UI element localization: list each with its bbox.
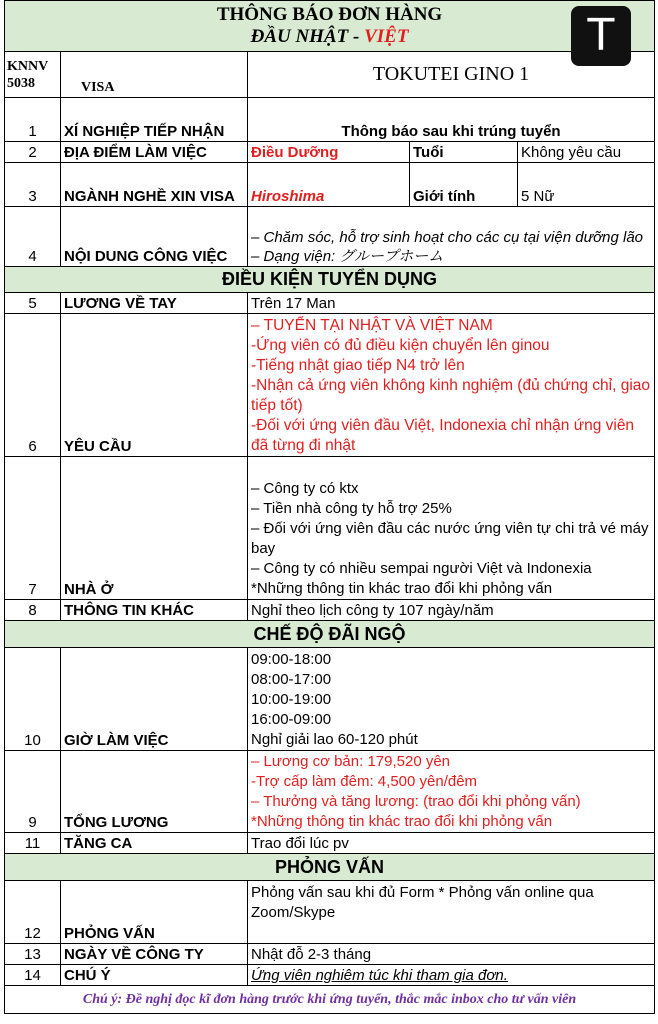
visa-label: VISA: [61, 52, 248, 98]
housing-item: – Đối với ứng viên đầu các nước ứng viên tự chi trả vé máy bay: [251, 520, 649, 557]
row-11: [5, 833, 655, 854]
age-label: Tuổi: [410, 142, 518, 163]
requirements-list: [248, 314, 655, 457]
row-number: 6: [5, 314, 61, 457]
row-value: – Chăm sóc, hỗ trợ sinh hoạt cho các cụ tại viện dưỡng lão – Dạng viện: グループホーム: [248, 207, 655, 267]
row-10: [5, 648, 655, 751]
row-number: 7: [5, 457, 61, 600]
row-label: NỘI DUNG CÔNG VIỆC: [61, 207, 248, 267]
row-9: [5, 751, 655, 833]
age-value: Không yêu cầu: [518, 142, 655, 163]
row-label: TỔNG LƯƠNG: [61, 751, 248, 833]
row-value: Trên 17 Man: [248, 293, 655, 314]
logo-letter: T: [587, 10, 615, 61]
row-label: PHỎNG VẤN: [61, 881, 248, 944]
row-value: Ứng viên nghiêm túc khi tham gia đơn.: [248, 965, 655, 986]
row-number: 2: [5, 142, 61, 163]
gender-label: Giới tính: [410, 163, 518, 207]
row-number: 11: [5, 833, 61, 854]
housing-item: – Tiền nhà công ty hỗ trợ 25%: [251, 500, 452, 517]
working-hours: [248, 648, 655, 751]
header-row: [5, 1, 655, 52]
header-cell: [5, 1, 655, 52]
row-label: THÔNG TIN KHÁC: [61, 600, 248, 621]
housing-item: – Công ty có ktx: [251, 480, 359, 497]
row-label: NHÀ Ở: [61, 457, 248, 600]
shift-item: 09:00-18:00: [251, 651, 332, 668]
salary-item: -Trợ cấp làm đêm: 4,500 yên/đêm: [251, 773, 478, 790]
salary-item: – Lương cơ bản: 179,520 yên: [251, 753, 451, 770]
row-4: [5, 207, 655, 267]
row-value: Thông báo sau khi trúng tuyển: [248, 98, 655, 142]
row-14: [5, 965, 655, 986]
row-value: Hiroshima: [248, 163, 410, 207]
shift-item: 10:00-19:00: [251, 691, 332, 708]
shift-item: 16:00-09:00: [251, 711, 332, 728]
requirement-item: -Đối với ứng viên đầu Việt, Indonexia chỉ nhận ứng viên đã từng đi nhật: [251, 417, 635, 454]
notice-title: THÔNG BÁO ĐƠN HÀNG: [216, 4, 443, 25]
row-number: 14: [5, 965, 61, 986]
row-number: 8: [5, 600, 61, 621]
brand-logo: [571, 6, 631, 66]
section-interview: [5, 854, 655, 881]
row-label: NGÀNH NGHỀ XIN VISA: [61, 163, 248, 207]
row-label: NGÀY VỀ CÔNG TY: [61, 944, 248, 965]
row-13: [5, 944, 655, 965]
row-value: Điều Dưỡng: [248, 142, 410, 163]
salary-item: – Thưởng và tăng lương: (trao đổi khi phỏng vấn): [251, 793, 581, 810]
row-label: YÊU CẦU: [61, 314, 248, 457]
shift-item: 08:00-17:00: [251, 671, 332, 688]
visa-type: TOKUTEI GINO 1: [248, 52, 655, 98]
salary-item: *Những thông tin khác trao đổi khi phỏng vấn: [251, 813, 553, 830]
row-label: XÍ NGHIỆP TIẾP NHẬN: [61, 98, 248, 142]
gender-value: 5 Nữ: [518, 163, 655, 207]
row-number: 13: [5, 944, 61, 965]
section-benefits: [5, 621, 655, 648]
requirement-item: -Tiếng nhật giao tiếp N4 trở lên: [251, 357, 465, 374]
requirement-item: – TUYỂN TẠI NHẬT VÀ VIỆT NAM: [251, 317, 493, 334]
row-number: 3: [5, 163, 61, 207]
order-code: KNNV 5038: [5, 52, 61, 98]
row-value: Trao đổi lúc pv: [248, 833, 655, 854]
salary-list: [248, 751, 655, 833]
section-title: PHỎNG VẤN: [5, 854, 655, 881]
row-2: [5, 142, 655, 163]
row-label: GIỜ LÀM VIỆC: [61, 648, 248, 751]
row-12: [5, 881, 655, 944]
row-6: [5, 314, 655, 457]
row-number: 9: [5, 751, 61, 833]
subtitle-highlight: VIỆT: [364, 26, 409, 47]
row-value: Phỏng vấn sau khi đủ Form * Phỏng vấn online qua Zoom/Skype: [248, 881, 655, 944]
row-1: [5, 98, 655, 142]
requirement-item: -Ứng viên có đủ điều kiện chuyển lên ginou: [251, 337, 550, 354]
job-notice-table: [4, 0, 655, 1014]
row-number: 10: [5, 648, 61, 751]
row-value: Nghỉ theo lịch công ty 107 ngày/năm: [248, 600, 655, 621]
break-time: Nghỉ giải lao 60-120 phút: [251, 731, 418, 748]
housing-item: – Công ty có nhiều sempai người Việt và Indonexia: [251, 560, 592, 577]
row-number: 4: [5, 207, 61, 267]
row-7: [5, 457, 655, 600]
housing-item: *Những thông tin khác trao đổi khi phỏng vấn: [251, 580, 553, 597]
visa-row: [5, 52, 655, 98]
row-label: CHÚ Ý: [61, 965, 248, 986]
section-title: CHẾ ĐỘ ĐÃI NGỘ: [5, 621, 655, 648]
row-number: 1: [5, 98, 61, 142]
section-conditions: [5, 267, 655, 293]
footer-row: [5, 986, 655, 1014]
requirement-item: -Nhận cả ứng viên không kinh nghiệm (đủ chứng chỉ, giao tiếp tốt): [251, 377, 651, 414]
footer-note: Chú ý: Đề nghị đọc kĩ đơn hàng trước khi ứng tuyển, thắc mắc inbox cho tư vấn viên: [5, 986, 655, 1014]
row-label: ĐỊA ĐIỂM LÀM VIỆC: [61, 142, 248, 163]
row-value: Nhật đỗ 2-3 tháng: [248, 944, 655, 965]
row-3: [5, 163, 655, 207]
row-5: [5, 293, 655, 314]
row-number: 12: [5, 881, 61, 944]
row-number: 5: [5, 293, 61, 314]
section-title: ĐIỀU KIỆN TUYỂN DỤNG: [5, 267, 655, 293]
row-8: [5, 600, 655, 621]
row-label: LƯƠNG VỀ TAY: [61, 293, 248, 314]
notice-subtitle: ĐẦU NHẬT - VIỆT: [250, 26, 409, 47]
row-label: TĂNG CA: [61, 833, 248, 854]
housing-list: [248, 457, 655, 600]
